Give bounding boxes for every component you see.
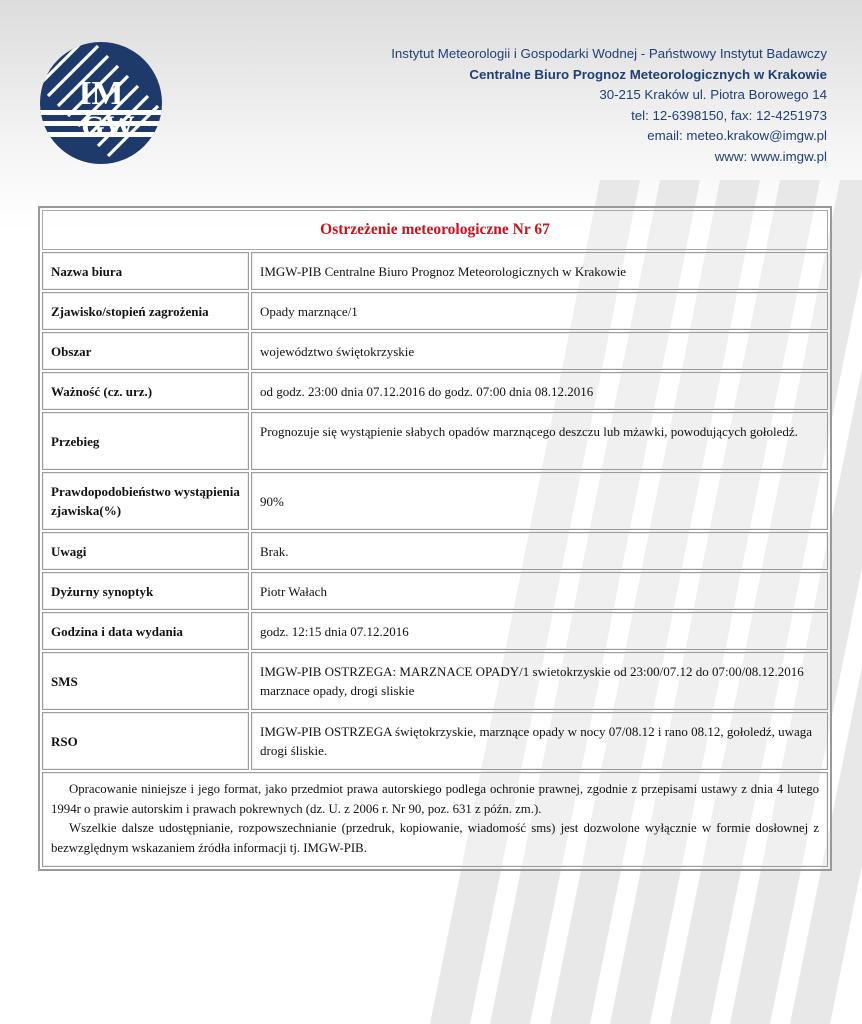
table-row-course bbox=[42, 412, 828, 470]
table-row-sms bbox=[42, 652, 828, 710]
row-label: Obszar bbox=[42, 332, 249, 370]
row-label: Przebieg bbox=[42, 412, 249, 470]
row-value: województwo świętokrzyskie bbox=[251, 332, 828, 370]
imgw-logo-icon bbox=[38, 40, 164, 166]
document-header bbox=[0, 0, 862, 200]
row-value: IMGW-PIB Centralne Biuro Prognoz Meteorologicznych w Krakowie bbox=[251, 252, 828, 290]
org-office-name: Centralne Biuro Prognoz Meteorologicznych w Krakowie bbox=[469, 66, 827, 82]
table-row-probability bbox=[42, 472, 828, 530]
row-label: RSO bbox=[42, 712, 249, 770]
row-label: Ważność (cz. urz.) bbox=[42, 372, 249, 410]
copyright-note bbox=[42, 772, 828, 867]
row-label: Godzina i data wydania bbox=[42, 612, 249, 650]
row-value: Brak. bbox=[251, 532, 828, 570]
copyright-paragraph-2: Wszelkie dalsze udostępnianie, rozpowszechnianie (przedruk, kopiowanie, wiadomość sms) jest dozwolone wyłącznie w formie dosłownej z bezwzględnym wskazaniem źródła informacji tj. IMGW-PIB. bbox=[51, 821, 819, 855]
row-value: Opady marznące/1 bbox=[251, 292, 828, 330]
warning-title: Ostrzeżenie meteorologiczne Nr 67 bbox=[42, 210, 828, 250]
table-row-office bbox=[42, 252, 828, 290]
table-row-forecaster bbox=[42, 572, 828, 610]
row-label: SMS bbox=[42, 652, 249, 710]
row-value: 90% bbox=[251, 472, 828, 530]
org-email: email: meteo.krakow@imgw.pl bbox=[647, 128, 827, 143]
row-value: od godz. 23:00 dnia 07.12.2016 do godz. 07:00 dnia 08.12.2016 bbox=[251, 372, 828, 410]
row-value: IMGW-PIB OSTRZEGA: MARZNACE OPADY/1 swietokrzyskie od 23:00/07.12 do 07:00/08.12.2016 marznace opady, drogi sliskie bbox=[251, 652, 828, 710]
row-value: godz. 12:15 dnia 07.12.2016 bbox=[251, 612, 828, 650]
warning-table bbox=[38, 206, 832, 871]
table-row-validity bbox=[42, 372, 828, 410]
row-label: Uwagi bbox=[42, 532, 249, 570]
table-row-phenomenon bbox=[42, 292, 828, 330]
row-label: Prawdopodobieństwo wystąpienia zjawiska(%) bbox=[42, 472, 249, 530]
row-label: Zjawisko/stopień zagrożenia bbox=[42, 292, 249, 330]
copyright-paragraph-1: Opracowanie niniejsze i jego format, jako przedmiot prawa autorskiego podlega ochronie prawnej, zgodnie z przepisami ustawy z dnia 4 lutego 1994r o prawie autorskim i prawach pokrewnych (dz. U. z 2006 r. Nr 90, poz. 631 z późn. zm.). bbox=[51, 782, 819, 816]
svg-text:IM: IM bbox=[78, 75, 124, 112]
org-institute-name: Instytut Meteorologii i Gospodarki Wodnej - Państwowy Instytut Badawczy bbox=[391, 46, 827, 61]
org-website: www: www.imgw.pl bbox=[714, 148, 827, 164]
table-row-area bbox=[42, 332, 828, 370]
org-address: 30-215 Kraków ul. Piotra Borowego 14 bbox=[599, 87, 827, 102]
row-value: Prognozuje się wystąpienie słabych opadów marznącego deszczu lub mżawki, powodujących gołoledź. bbox=[251, 412, 828, 470]
svg-text:GW: GW bbox=[81, 110, 135, 143]
org-contact-block bbox=[391, 44, 827, 167]
row-value: Piotr Wałach bbox=[251, 572, 828, 610]
table-row-issued bbox=[42, 612, 828, 650]
table-row-remarks bbox=[42, 532, 828, 570]
row-value: IMGW-PIB OSTRZEGA świętokrzyskie, marznące opady w nocy 07/08.12 i rano 08.12, gołoledź, uwaga drogi śliskie. bbox=[251, 712, 828, 770]
table-row-rso bbox=[42, 712, 828, 770]
org-phone: tel: 12-6398150, fax: 12-4251973 bbox=[631, 107, 827, 123]
row-label: Dyżurny synoptyk bbox=[42, 572, 249, 610]
row-label: Nazwa biura bbox=[42, 252, 249, 290]
